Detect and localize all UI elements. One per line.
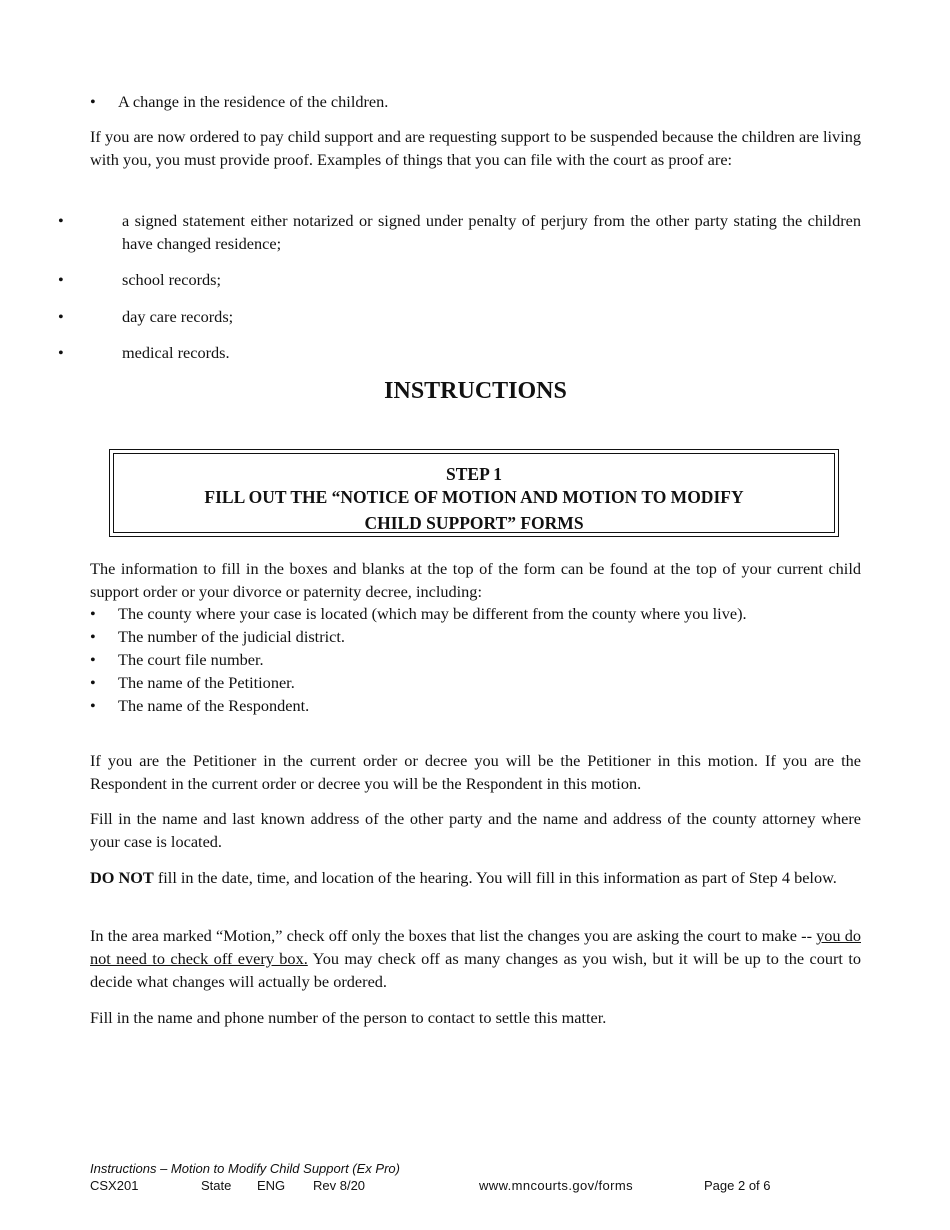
step-1-box	[109, 449, 839, 537]
bullet-icon: •	[90, 650, 96, 669]
intro-bullet-text: A change in the residence of the children.	[118, 92, 389, 111]
bullet-icon: •	[58, 270, 64, 289]
list-item	[58, 305, 861, 328]
list-item	[58, 209, 861, 255]
instructions-heading: INSTRUCTIONS	[384, 378, 567, 404]
motion-text-underlined: you do not need to check off every box.	[90, 926, 861, 968]
step-title-line-2: CHILD SUPPORT” FORMS	[364, 513, 584, 533]
info-item-text: The court file number.	[118, 650, 264, 669]
proof-item-text: medical records.	[122, 343, 230, 362]
bullet-icon: •	[90, 92, 96, 111]
do-not-paragraph	[90, 866, 861, 889]
bullet-icon: •	[58, 343, 64, 362]
footer-rev: Rev 8/20	[313, 1178, 366, 1193]
list-item	[90, 625, 861, 648]
list-item	[90, 648, 861, 671]
footer-title: Instructions – Motion to Modify Child Support (Ex Pro)	[90, 1161, 400, 1176]
contact-paragraph: Fill in the name and phone number of the person to contact to settle this matter.	[90, 1008, 607, 1027]
bullet-icon: •	[90, 627, 96, 646]
do-not-bold: DO NOT	[90, 868, 154, 887]
info-item-text: The number of the judicial district.	[118, 627, 345, 646]
motion-text-before: In the area marked “Motion,” check off only the boxes that list the changes you are asking the court to make --	[90, 926, 817, 945]
list-item	[90, 671, 861, 694]
list-item	[90, 90, 889, 113]
footer-lang: ENG	[257, 1178, 286, 1193]
footer-state: State	[201, 1178, 232, 1193]
bullet-icon: •	[90, 673, 96, 692]
footer-form-code: CSX201	[90, 1178, 139, 1193]
proof-item-text: a signed statement either notarized or signed under penalty of perjury from the other party stating the children have changed residence;	[122, 211, 861, 253]
info-item-text: The county where your case is located (which may be different from the county where you live).	[118, 604, 747, 623]
page-footer	[90, 1160, 890, 1193]
proof-item-text: school records;	[122, 270, 222, 289]
step-1-box-inner	[113, 453, 835, 533]
bullet-icon: •	[90, 696, 96, 715]
list-item	[58, 341, 861, 364]
proof-paragraph: If you are now ordered to pay child support and are requesting support to be suspended because the children are living with you, you must provide proof. Examples of things that you can file with the court as proof are:	[90, 127, 861, 169]
do-not-rest: fill in the date, time, and location of the hearing. You will fill in this information as part of Step 4 below.	[153, 868, 837, 887]
info-paragraph: The information to fill in the boxes and blanks at the top of the form can be found at the top of your current child support order or your divorce or paternity decree, including:	[90, 559, 861, 601]
step-title-line-1: FILL OUT THE “NOTICE OF MOTION AND MOTION TO MODIFY	[204, 487, 744, 507]
info-item-text: The name of the Petitioner.	[118, 673, 295, 692]
petitioner-paragraph: If you are the Petitioner in the current order or decree you will be the Petitioner in this motion. If you are the Respondent in the current order or decree you will be the Respondent in this motion.	[90, 751, 861, 793]
proof-item-text: day care records;	[122, 307, 234, 326]
bullet-icon: •	[58, 307, 64, 326]
step-label: STEP 1	[446, 464, 502, 484]
motion-paragraph	[90, 924, 861, 993]
bullet-icon: •	[90, 604, 96, 623]
footer-page-number: Page 2 of 6	[704, 1178, 771, 1193]
info-item-text: The name of the Respondent.	[118, 696, 310, 715]
list-item	[58, 268, 861, 291]
bullet-icon: •	[58, 211, 64, 230]
footer-url[interactable]: www.mncourts.gov/forms	[479, 1178, 634, 1193]
list-item	[90, 602, 861, 625]
list-item	[90, 694, 861, 717]
motion-text-after: You may check off as many changes as you wish, but it will be up to the court to decide what changes will actually be ordered.	[90, 949, 861, 991]
fill-name-paragraph: Fill in the name and last known address of the other party and the name and address of the county attorney where your case is located.	[90, 809, 861, 851]
